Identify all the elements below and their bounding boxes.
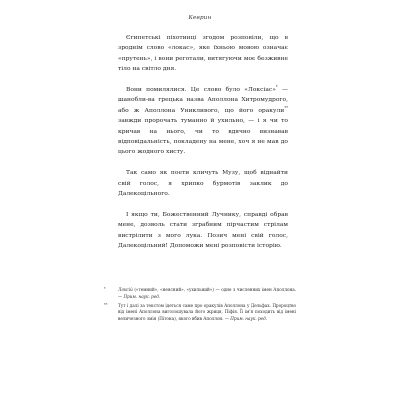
footnote-ref-1: * <box>275 84 278 90</box>
running-head: Кеврин <box>188 15 212 21</box>
main-text <box>118 33 288 251</box>
footnote-mark: * <box>104 287 106 291</box>
paragraph-2-part-c: завжди пророчать туманно й ухильно, — і я чи то кричав на нього, чи то вдячно визнавав відповідальність, покладену на мене, хоч я не мав до цього жодного хисту. <box>118 117 288 156</box>
footnote-text: Тут і далі за текстом ідеться саме про оракулів Аполлона у Дельфах. Пророцтво від імені Аполлона виголошувала його жриця, Піфія. Її ім'я походить від імені величезного змія (Пітона), якого вбив Аполлон. — <box>118 302 296 321</box>
paragraph-2-part-a: Вони помилялися. Це слово було «Локсіас» <box>126 86 276 94</box>
footnote-2 <box>104 303 296 323</box>
footnote-editor-note: Прим. наук. ред. <box>230 315 268 321</box>
paragraph-4: І якщо ти, Божественний Лучнику, справді обрав мене, дозволь стати зграбним пірчастим стрілам вистрілити з мого лука. Позич мені свій голос, Далекоцільний! Допоможи мені розповісти історію. <box>118 210 288 250</box>
paragraph-2 <box>118 85 288 158</box>
paragraph-1: Єгипетські піхотинці згодом розповіли, що в зроднім слово «локас», яке їхньою мовою означає «прутень», і вони реготали, витягуючи моє безживне тіло на світло дня. <box>118 34 288 73</box>
footnote-text: («темний», «неясний», «ухильний») — одне з численних імен Аполлона. — <box>118 287 296 299</box>
footnote-1 <box>104 287 296 300</box>
paragraph-3: Так само як поети кличуть Музу, щоб віднайти свій голос, я хрипко бурмотів заклик до Далекоцільного. <box>118 169 288 198</box>
footnote-mark: ** <box>104 302 108 307</box>
footnote-term: Локсій <box>118 287 133 292</box>
footnote-editor-note: Прим. наук. ред. <box>123 293 161 299</box>
paragraph-2-part-b: — шанобли-ва грецька назва Аполлона Хитромудрого, або ж Аполлона Уникливого, що його оракули <box>118 86 288 114</box>
footnote-ref-2: ** <box>284 104 288 110</box>
footnotes <box>104 287 296 322</box>
